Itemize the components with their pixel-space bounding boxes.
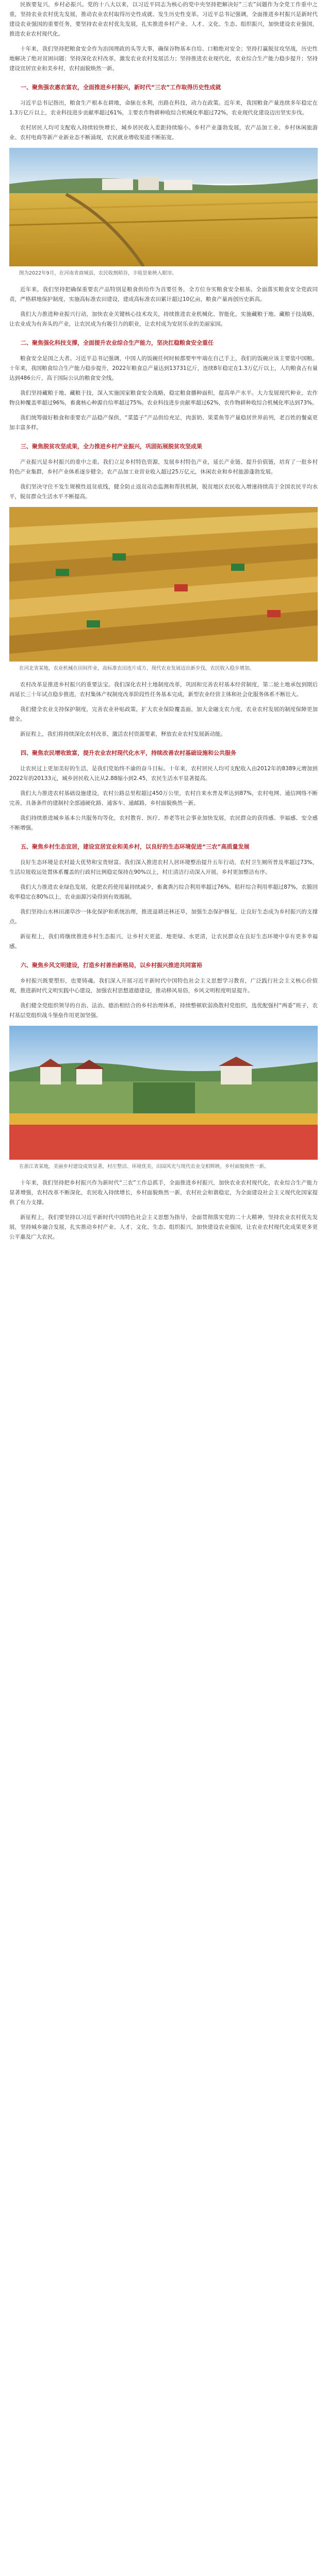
body-paragraph: 良好生态环境是农村最大优势和宝贵财富。我们深入推进农村人居环境整治提升五年行动，农村卫生厕所普及率超过73%，生活垃圾收运处置体系覆盖的行政村比例稳定保持在90%以上，村庄清洁行动深入开展，乡村更加整洁有序。 bbox=[9, 859, 318, 875]
body-paragraph: 我们健全农业支持保护制度，完善农业补贴政策，扩大农业保险覆盖面，加大金融支农力度，农业农村发展的制度保障更加健全。 bbox=[9, 706, 318, 722]
body-paragraph: 近年来，我们坚持把确保重要农产品特别是粮食供给作为首要任务，全方位夯实粮食安全根基。全面落实粮食安全党政同责，严格耕地保护制度，实施高标准农田建设，建成高标准农田累计超过10亿亩，粮食产量再创历史新高。 bbox=[9, 286, 318, 302]
photo-caption: 图为2022年9月，在河南省商城县，农民收割稻谷，丰收景象映入眼帘。 bbox=[19, 270, 177, 276]
body-paragraph: 我们健全党组织领导的自治、法治、德治相结合的乡村治理体系，持续整顿软弱涣散村党组织，选优配强村“两委”班子，农村基层党组织战斗堡垒作用更加坚强。 bbox=[9, 1003, 318, 1019]
body-paragraph: 我们大力推进农村基础设施建设，农村公路总里程超过450万公里，农村自来水普及率达到87%，农村电网、通信网络不断完善，具备条件的建制村全部通硬化路、通客车、通邮路，乡村面貌焕然一新。 bbox=[9, 790, 318, 806]
body-paragraph: 我们持续推进城乡基本公共服务均等化，农村教育、医疗、养老等社会事业加快发展，农民群众的获得感、幸福感、安全感不断增强。 bbox=[9, 815, 318, 831]
body-paragraph: 我们大力推进农业绿色发展，化肥农药使用量持续减少，畜禽粪污综合利用率超过76%，秸秆综合利用率超过87%，农膜回收率稳定在80%以上，农业面源污染得到有效遏制。 bbox=[9, 884, 318, 900]
harvester-field-illustration bbox=[9, 507, 318, 662]
section-heading: 一、聚焦强农惠农富农，全面推进乡村振兴，新时代“三农”工作取得历史性成就 bbox=[21, 84, 221, 91]
body-paragraph: 农村改革是推进乡村振兴的重要法宝。我们深化农村土地制度改革，巩固和完善农村基本经营制度，第二轮土地承包到期后再延长三十年试点稳步推进，农村集体产权制度改革阶段性任务基本完成，新型农业经营主体和社会化服务体系不断壮大。 bbox=[9, 682, 318, 698]
body-paragraph: 我们统筹做好粮食和重要农产品稳产保供，“菜篮子”产品供给充足，肉蛋奶、果菜鱼等产量稳居世界前列，老百姓的餐桌更加丰富多样。 bbox=[9, 415, 318, 431]
body-paragraph: 我们坚持山水林田湖草沙一体化保护和系统治理，推进退耕还林还草，加强生态保护修复，让良好生态成为乡村振兴的支撑点。 bbox=[9, 909, 318, 925]
body-paragraph: 新征程上，我们要坚持以习近平新时代中国特色社会主义思想为指导，全面贯彻落实党的二十大精神，坚持农业农村优先发展，坚持城乡融合发展，扎实推动乡村产业、人才、文化、生态、组织振兴，加快建设农业强国，让农业农村现代化成果更多更公平惠及广大农民。 bbox=[9, 1214, 318, 1240]
section-heading: 四、聚焦农民增收致富，提升农业农村现代化水平，持续改善农村基础设施和公共服务 bbox=[21, 750, 236, 756]
bottom-spacer bbox=[9, 1247, 318, 1251]
body-paragraph: 产业振兴是乡村振兴的重中之重。我们立足乡村特色资源，发展乡村特色产业，延长产业链、提升价值链，培育了一批乡村特色产业集群，乡村产业体系逐步健全。农产品加工业营业收入超过25万亿元，休闲农业和乡村旅游蓬勃发展。 bbox=[9, 459, 318, 475]
village-photo bbox=[9, 1026, 318, 1160]
body-paragraph: 粮食安全是国之大者。习近平总书记强调，中国人的饭碗任何时候都要牢牢端在自己手上，我们的饭碗应该主要装中国粮。十年来，我国粮食综合生产能力稳步提升，2022年粮食总产量达到13731亿斤，连续8年稳定在1.3万亿斤以上，人均粮食占有量达到486公斤，高于国际公认的粮食安全线。 bbox=[9, 355, 318, 381]
rice-field-illustration bbox=[9, 148, 318, 266]
article bbox=[0, 0, 327, 1251]
body-paragraph: 乡村振兴既要塑形，也要铸魂。我们深入开展习近平新时代中国特色社会主义思想学习教育，广泛践行社会主义核心价值观，推进新时代文明实践中心建设，加强农村思想道德建设，推动移风易俗，乡风文明程度明显提升。 bbox=[9, 978, 318, 994]
intro-paragraph: 民族要复兴，乡村必振兴。党的十八大以来，以习近平同志为核心的党中央坚持把解决好“三农”问题作为全党工作重中之重，坚持农业农村优先发展，推动农业农村取得历史性成就、发生历史性变革。习近平总书记强调，全面推进乡村振兴是新时代建设农业强国的重要任务，要坚持农业农村优先发展，扎实推进乡村产业、人才、文化、生态、组织振兴，加快建设农业强国，推进农业农村现代化。 bbox=[9, 2, 318, 37]
body-paragraph: 新征程上，我们将继续推进乡村生态振兴，让乡村天更蓝、地更绿、水更清，让农民群众在良好生态环境中享有更多幸福感。 bbox=[9, 934, 318, 950]
section-heading: 六、聚焦乡风文明建设，打造乡村善治新格局，以乡村振兴推进共同富裕 bbox=[21, 962, 202, 969]
body-paragraph: 十年来，我们坚持把乡村振兴作为新时代“三农”工作总抓手，全面推进乡村振兴，加快农业农村现代化，农业综合生产能力显著增强，农村改革不断深化，农民收入持续增长，乡村面貌焕然一新，农村社会和谐稳定，为全面建设社会主义现代化国家提供了有力支撑。 bbox=[9, 1180, 318, 1206]
rice-field-photo bbox=[9, 148, 318, 266]
photo-caption: 在河北省某地，农业机械在田间作业，高标准农田连片成方，现代农业发展迈出新步伐，农民收入稳步增加。 bbox=[19, 666, 255, 671]
body-paragraph: 习近平总书记指出，粮食生产根本在耕地，命脉在水利，出路在科技，动力在政策。近年来，我国粮食产量连续多年稳定在1.3万亿斤以上，农业科技进步贡献率超过61%，主要农作物耕种收综合机械化率超过72%，农业现代化建设迈出坚实步伐。 bbox=[9, 100, 318, 116]
body-paragraph: 我们大力推进种业振兴行动，加快农业关键核心技术攻关，持续推进农业机械化、智能化，实施藏粮于地、藏粮于技战略，让农业成为有奔头的产业，让农民成为有吸引力的职业，让农村成为安居乐业的美丽家园。 bbox=[9, 311, 318, 327]
body-paragraph: 让农民过上更加美好的生活，是我们党始终不渝的奋斗目标。十年来，农村居民人均可支配收入由2012年的8389元增加到2022年的20133元，城乡居民收入比从2.88缩小到2.45，农民生活水平显著提高。 bbox=[9, 766, 318, 782]
harvester-field-photo bbox=[9, 507, 318, 662]
section-heading: 五、聚焦乡村生态宜居，建设宜居宜业和美乡村，以良好的生态环境促进“三农”高质量发展 bbox=[21, 843, 250, 850]
body-paragraph: 我们坚持藏粮于地、藏粮于技，深入实施国家粮食安全战略，稳定粮食播种面积，提高单产水平。大力发展现代种业，农作物良种覆盖率超过96%，畜禽核心种源自给率超过75%。农业科技进步贡献率超过62%，农作物耕种收综合机械化率达到73%。 bbox=[9, 390, 318, 406]
intro-paragraph: 十年来，我们坚持把粮食安全作为治国理政的头等大事，确保谷物基本自给、口粮绝对安全；坚持打赢脱贫攻坚战，历史性地解决了绝对贫困问题；坚持深化农村改革，激发农业农村发展活力；坚持推进农业现代化，农业综合生产能力稳步提升；坚持建设宜居宜业和美乡村，农村面貌焕然一新。 bbox=[9, 46, 318, 72]
body-paragraph: 我们坚决守住不发生规模性返贫底线，健全防止返贫动态监测和帮扶机制，脱贫地区农民收入增速持续高于全国农民平均水平，脱贫群众生活水平不断提高。 bbox=[9, 484, 318, 500]
village-illustration bbox=[9, 1026, 318, 1160]
body-paragraph: 新征程上，我们将持续深化农村改革，激活农村资源要素，释放农业农村发展新动能。 bbox=[20, 731, 226, 737]
section-heading: 三、聚焦脱贫攻坚成果，全力推进乡村产业振兴，巩固拓展脱贫攻坚成果 bbox=[21, 443, 202, 450]
section-heading: 二、聚焦强化科技支撑，全面提升农业综合生产能力，坚决扛稳粮食安全重任 bbox=[21, 340, 214, 346]
photo-caption: 在浙江省某地，美丽乡村建设成效显著，村庄整洁、环境优美，田园风光与现代农业交相辉映，乡村面貌焕然一新。 bbox=[19, 1164, 269, 1170]
body-paragraph: 农村居民人均可支配收入持续较快增长，城乡居民收入差距持续缩小。乡村产业蓬勃发展，农产品加工业、乡村休闲旅游业、农村电商等新产业新业态不断涌现，农民就业增收渠道不断拓宽。 bbox=[9, 125, 318, 141]
